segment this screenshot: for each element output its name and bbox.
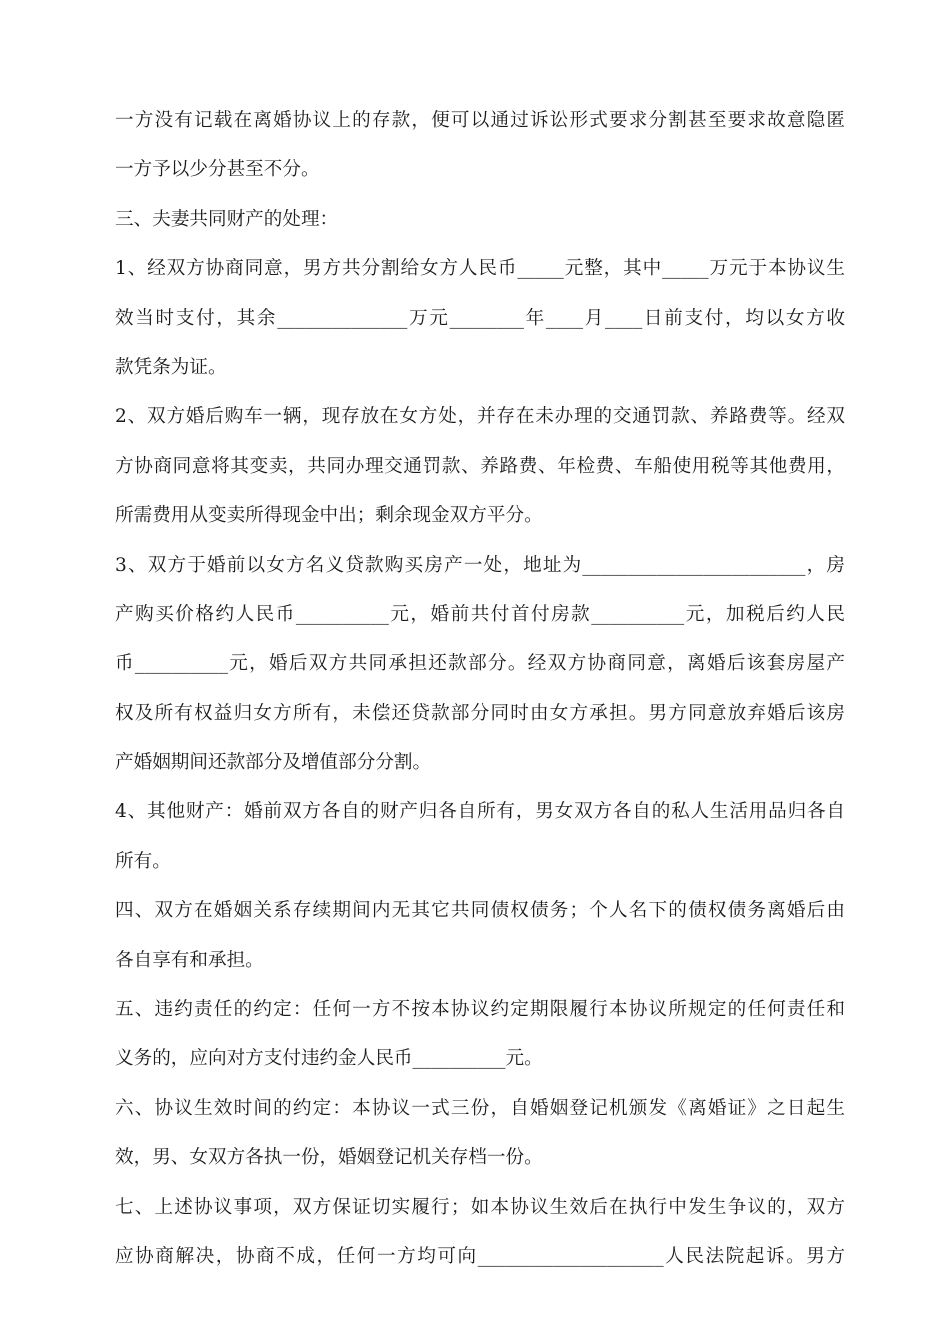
text-line: 4、其他财产：婚前双方各自的财产归各自所有，男女双方各自的私人生活用品归各自 [115, 801, 845, 823]
document-body [115, 96, 845, 1281]
text-line: 产购买价格约人民币__________元，婚前共付首付房款__________元，加税后约人民 [115, 603, 845, 625]
text-line: 一方予以少分甚至不分。 [115, 159, 320, 181]
text-line: 义务的，应向对方支付违约金人民币__________元。 [115, 1048, 543, 1070]
text-line: 所有。 [115, 850, 171, 872]
text-line: 3、双方于婚前以女方名义贷款购买房产一处，地址为________________________，房 [115, 554, 845, 576]
text-line: 权及所有权益归女方所有，未偿还贷款部分同时由女方承担。男方同意放弃婚后该房 [115, 702, 845, 724]
text-line: 1、经双方协商同意，男方共分割给女方人民币_____元整，其中_____万元于本协议生 [115, 258, 845, 280]
section-heading: 三、夫妻共同财产的处理： [115, 208, 339, 230]
text-line: 六、协议生效时间的约定：本协议一式三份，自婚姻登记机颁发《离婚证》之日起生 [115, 1097, 845, 1119]
text-line: 所需费用从变卖所得现金中出；剩余现金双方平分。 [115, 505, 543, 527]
text-line: 2、双方婚后购车一辆，现存放在女方处，并存在未办理的交通罚款、养路费等。经双 [115, 406, 845, 428]
text-line: 各自享有和承担。 [115, 949, 264, 971]
text-line: 应协商解决，协商不成，任何一方均可向____________________人民法院起诉。男方 [115, 1245, 845, 1267]
text-line: 方协商同意将其变卖，共同办理交通罚款、养路费、年检费、车船使用税等其他费用， [115, 455, 845, 477]
text-line: 款凭条为证。 [115, 356, 227, 378]
text-line: 一方没有记载在离婚协议上的存款，便可以通过诉讼形式要求分割甚至要求故意隐匿 [115, 110, 845, 131]
text-line: 五、违约责任的约定：任何一方不按本协议约定期限履行本协议所规定的任何责任和 [115, 999, 845, 1021]
text-line: 效当时支付，其余______________万元________年____月____日前支付，均以女方收 [115, 307, 845, 329]
text-line: 产婚姻期间还款部分及增值部分分割。 [115, 752, 432, 774]
text-line: 效，男、女双方各执一份，婚姻登记机关存档一份。 [115, 1147, 543, 1169]
text-line: 七、上述协议事项，双方保证切实履行；如本协议生效后在执行中发生争议的，双方 [115, 1196, 845, 1218]
text-line: 币__________元，婚后双方共同承担还款部分。经双方协商同意，离婚后该套房屋产 [115, 653, 845, 675]
text-line: 四、双方在婚姻关系存续期间内无其它共同债权债务；个人名下的债权债务离婚后由 [115, 900, 845, 922]
